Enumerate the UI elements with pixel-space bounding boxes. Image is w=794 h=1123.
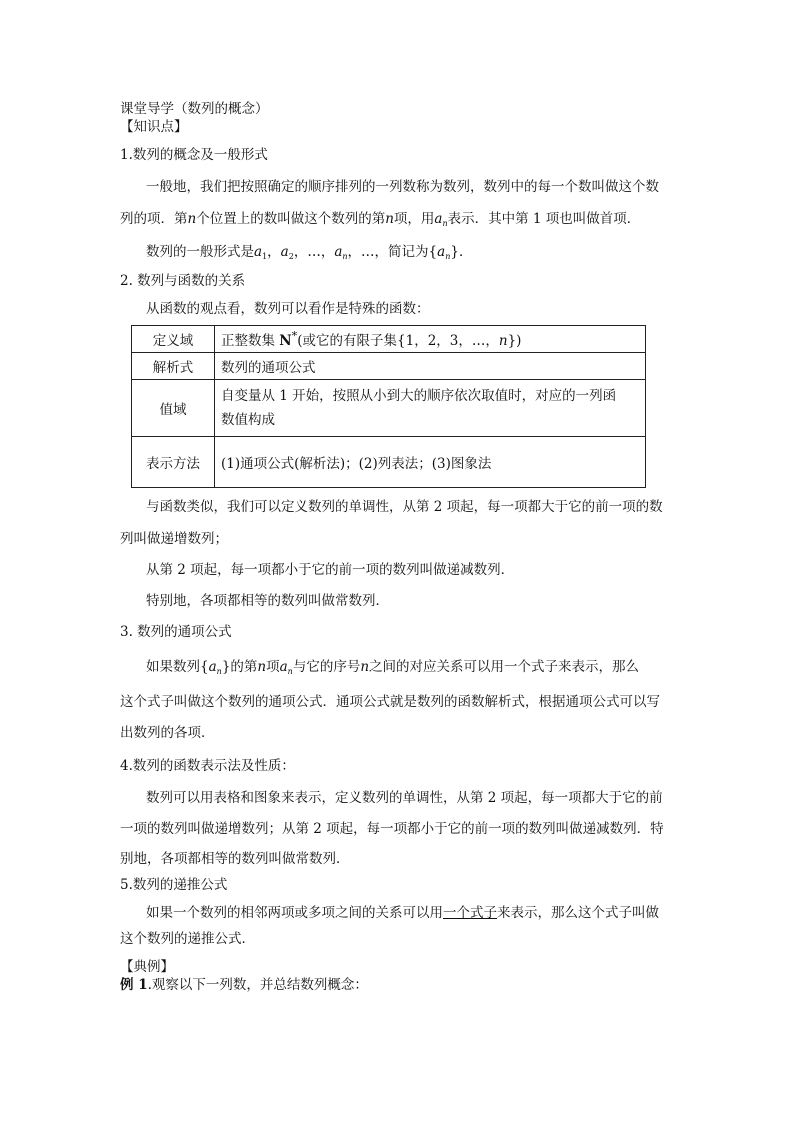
section-5-line-2: 这个数列的递推公式． — [120, 931, 255, 947]
function-relation-table — [131, 325, 646, 488]
monotonic-definition-line-1: 与函数类似，我们可以定义数列的单调性，从第 2 项起，每一项都大于它的前一项的数 — [146, 499, 663, 515]
general-form-line: 数列的一般形式是$a_1$，$a_2$，…，$a_n$，…，简记为$\{a_n\}$． — [146, 244, 473, 261]
section-4-line-3: 别地，各项都相等的数列叫做常数列． — [120, 851, 350, 867]
monotonic-definition-line-2: 列叫做递增数列； — [120, 531, 228, 547]
table-key-cell: 值域 — [132, 380, 215, 437]
section-1-heading: 1.数列的概念及一般形式 — [120, 147, 268, 163]
constant-definition: 特别地，各项都相等的数列叫做常数列． — [146, 593, 389, 609]
section-2-heading: 2. 数列与函数的关系 — [120, 273, 246, 289]
page-title: 课堂导学（数列的概念） — [120, 101, 269, 117]
section-3-line-1: 如果数列$\{a_n\}$的第n项$a_n$与它的序号n之间的对应关系可以用一个式子来表示，那么 — [146, 659, 640, 676]
table-row — [132, 437, 646, 488]
table-value-cell: 正整数集 N*(或它的有限子集{1，2，3，…，n}) — [215, 326, 646, 353]
table-value-cell: 数列的通项公式 — [215, 353, 646, 380]
table-key-cell: 定义域 — [132, 326, 215, 353]
examples-heading: 【典例】 — [120, 959, 174, 975]
table-value-cell: 自变量从 1 开始，按照从小到大的顺序依次取值时，对应的一列函 数值构成 — [215, 380, 646, 437]
table-value-cell: (1)通项公式(解析法)；(2)列表法；(3)图象法 — [215, 437, 646, 488]
section-3-line-2: 这个式子叫做这个数列的通项公式．通项公式就是数列的函数解析式，根据通项公式可以写 — [120, 694, 660, 710]
section-1-paragraph-line-2: 列的项．第n个位置上的数叫做这个数列的第n项，用$a_n$表示．其中第 1 项也叫做首项． — [120, 211, 641, 228]
example-1: 例 1.观察以下一列数，并总结数列概念： — [120, 977, 368, 993]
decreasing-definition: 从第 2 项起，每一项都小于它的前一项的数列叫做递减数列． — [146, 562, 515, 578]
section-5-line-1: 如果一个数列的相邻两项或多项之间的关系可以用一个式子来表示，那么这个式子叫做 — [146, 905, 659, 921]
section-4-line-1: 数列可以用表格和图象来表示，定义数列的单调性，从第 2 项起，每一项都大于它的前 — [146, 790, 663, 806]
section-2-intro: 从函数的观点看，数列可以看作是特殊的函数： — [146, 301, 430, 317]
section-3-line-3: 出数列的各项． — [120, 725, 215, 741]
section-5-heading: 5.数列的递推公式 — [120, 877, 228, 893]
table-key-cell: 解析式 — [132, 353, 215, 380]
table-row — [132, 380, 646, 437]
section-4-line-2: 一项的数列叫做递增数列；从第 2 项起，每一项都小于它的前一项的数列叫做递减数列．特 — [120, 821, 664, 837]
table-row — [132, 353, 646, 380]
section-1-paragraph-line-1: 一般地，我们把按照确定的顺序排列的一列数称为数列，数列中的每一个数叫做这个数 — [146, 179, 659, 195]
section-4-heading: 4.数列的函数表示法及性质： — [120, 758, 295, 774]
table-row — [132, 326, 646, 353]
table-key-cell: 表示方法 — [132, 437, 215, 488]
section-knowledge-heading: 【知识点】 — [120, 119, 188, 135]
section-3-heading: 3. 数列的通项公式 — [120, 624, 232, 640]
